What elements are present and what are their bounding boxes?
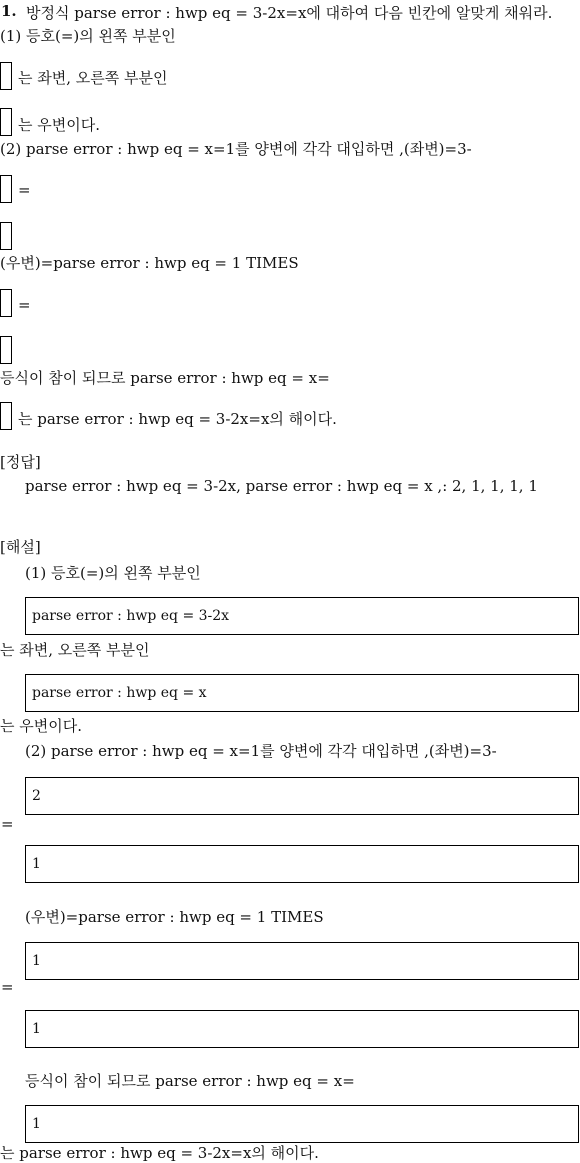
blank-box-left-side[interactable] (0, 62, 12, 90)
question-line-7: 는 parse error : hwp eq = 3-2x=x의 해이다. (18, 410, 337, 428)
question-line-6: 등식이 참이 되므로 parse error : hwp eq = x= (0, 369, 330, 387)
explanation-box-rhs-numerator-text: 1 (32, 953, 41, 969)
explanation-line-5: (우변)=parse error : hwp eq = 1 TIMES (25, 908, 324, 926)
explanation-equals-1: = (1, 815, 14, 833)
question-equals-2: = (18, 296, 31, 314)
question-number: 1. (1, 2, 17, 20)
explanation-box-solution (25, 1105, 579, 1143)
question-line-2: 는 좌변, 오른쪽 부분인 (18, 69, 168, 87)
blank-box-lhs-numerator[interactable] (0, 175, 12, 203)
explanation-box-rhs-result (25, 1010, 579, 1048)
explanation-line-6: 등식이 참이 되므로 parse error : hwp eq = x= (25, 1072, 355, 1090)
blank-box-rhs-result[interactable] (0, 336, 12, 364)
explanation-box-rhs-result-text: 1 (32, 1021, 41, 1037)
explanation-line-7: 는 parse error : hwp eq = 3-2x=x의 해이다. (0, 1144, 319, 1162)
question-line-5: (우변)=parse error : hwp eq = 1 TIMES (0, 254, 299, 272)
explanation-box-lhs-result (25, 845, 579, 883)
question-line-1: (1) 등호(=)의 왼쪽 부분인 (0, 27, 176, 45)
explanation-box-rhs-numerator (25, 942, 579, 980)
explanation-box-lhs-numerator (25, 777, 579, 815)
blank-box-solution[interactable] (0, 402, 12, 430)
explanation-equals-2: = (1, 978, 14, 996)
explanation-line-3: 는 우변이다. (0, 717, 82, 735)
explanation-box-left-side-text: parse error : hwp eq = 3-2x (32, 608, 230, 624)
explanation-line-4: (2) parse error : hwp eq = x=1를 양변에 각각 대입하면 ,(좌변)=3- (25, 742, 497, 760)
blank-box-rhs-numerator[interactable] (0, 289, 12, 317)
explanation-heading: [해설] (0, 538, 41, 556)
explanation-box-right-side-text: parse error : hwp eq = x (32, 685, 207, 701)
explanation-box-lhs-result-text: 1 (32, 856, 41, 872)
question-equals-1: = (18, 181, 31, 199)
question-stem: 방정식 parse error : hwp eq = 3-2x=x에 대하여 다음 빈칸에 알맞게 채워라. (26, 4, 553, 22)
question-line-3: 는 우변이다. (18, 116, 100, 134)
blank-box-right-side[interactable] (0, 108, 12, 136)
answer-heading: [정답] (0, 453, 41, 471)
question-line-4: (2) parse error : hwp eq = x=1를 양변에 각각 대입하면 ,(좌변)=3- (0, 140, 472, 158)
explanation-box-lhs-numerator-text: 2 (32, 788, 41, 804)
explanation-box-left-side (25, 597, 579, 635)
explanation-box-solution-text: 1 (32, 1116, 41, 1132)
explanation-line-1: (1) 등호(=)의 왼쪽 부분인 (25, 564, 201, 582)
answer-text: parse error : hwp eq = 3-2x, parse error : hwp eq = x ,: 2, 1, 1, 1, 1 (25, 477, 538, 495)
blank-box-lhs-result[interactable] (0, 222, 12, 250)
explanation-box-right-side (25, 674, 579, 712)
explanation-line-2: 는 좌변, 오른쪽 부분인 (0, 641, 150, 659)
